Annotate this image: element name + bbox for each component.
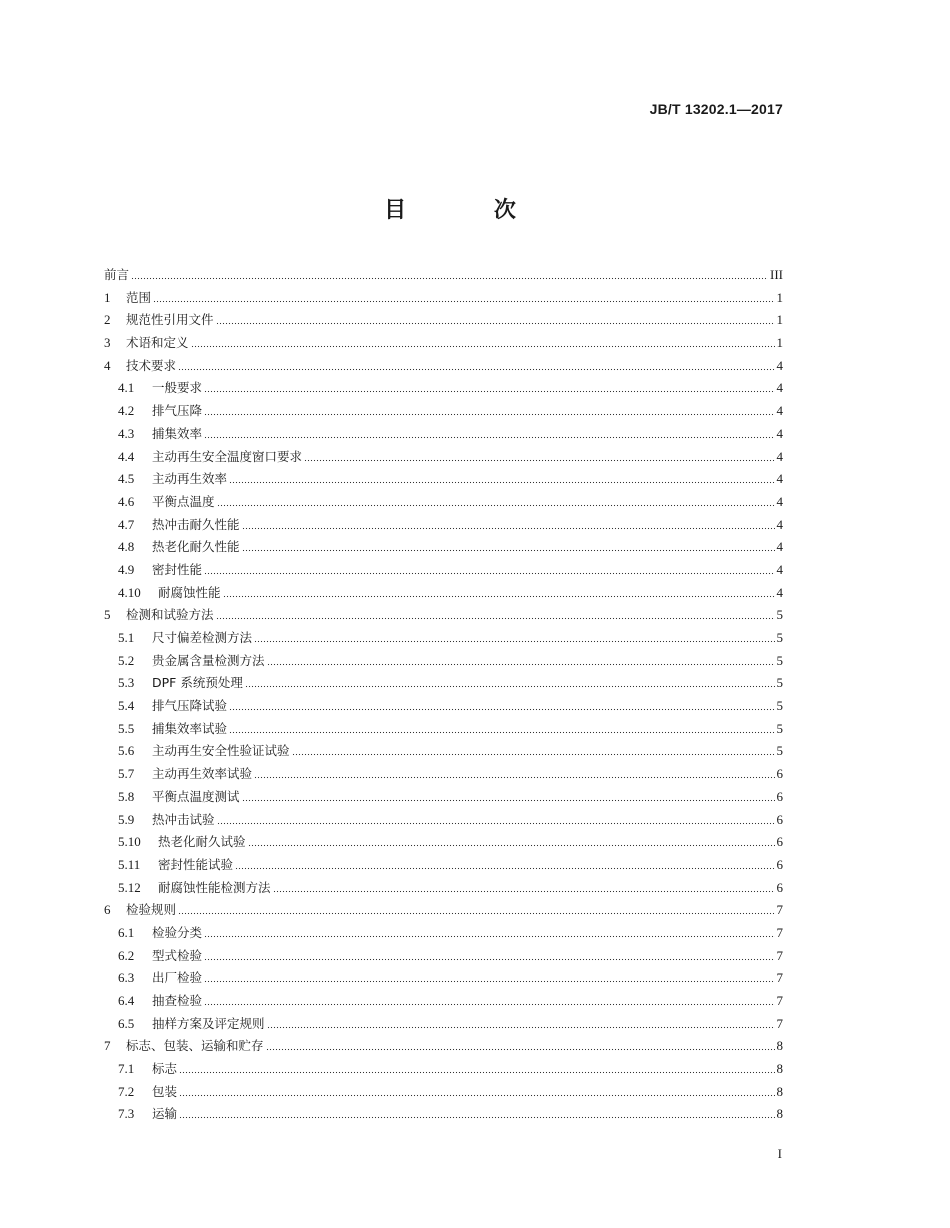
dot-leader — [245, 676, 775, 688]
dot-leader — [217, 813, 775, 825]
dot-leader — [266, 1039, 775, 1051]
toc-entry-label: 技术要求 — [126, 357, 177, 373]
toc-entry[interactable] — [104, 831, 783, 854]
toc-entry-label: 排气压降 — [152, 403, 203, 419]
toc-entry-number: 6.5 — [118, 1015, 135, 1031]
toc-entry[interactable] — [104, 695, 783, 718]
dot-leader — [254, 767, 774, 779]
toc-entry-number: 5.9 — [118, 811, 135, 827]
dot-leader — [248, 835, 775, 847]
toc-entry[interactable] — [104, 786, 783, 809]
toc-entry-page: 6 — [776, 766, 783, 782]
dot-leader — [267, 1017, 775, 1029]
toc-entry-label: 检测和试验方法 — [126, 607, 214, 623]
toc-entry-label: 前言 — [104, 267, 130, 282]
toc-entry[interactable] — [104, 990, 783, 1013]
toc-entry-page: 7 — [776, 1015, 783, 1031]
toc-entry[interactable] — [104, 604, 783, 627]
toc-entry-label: 术语和定义 — [126, 335, 189, 351]
toc-entry-page: 6 — [776, 811, 783, 827]
dot-leader — [217, 495, 775, 507]
toc-entry[interactable] — [104, 945, 783, 968]
toc-entry-label: 检验规则 — [126, 902, 177, 918]
toc-entry-number: 5.1 — [118, 630, 135, 645]
toc-entry[interactable] — [104, 400, 783, 423]
toc-entry-number: 4.8 — [118, 539, 135, 555]
toc-entry-label: 检验分类 — [152, 924, 203, 940]
toc-entry[interactable] — [104, 967, 783, 990]
toc-entry[interactable] — [104, 536, 783, 559]
toc-entry-page: 7 — [776, 993, 783, 1008]
toc-entry-number: 5.7 — [118, 766, 135, 782]
dot-leader — [229, 699, 774, 711]
toc-entry[interactable] — [104, 355, 783, 378]
dot-leader — [242, 540, 775, 552]
dot-leader — [191, 336, 775, 348]
toc-entry[interactable] — [104, 423, 783, 446]
toc-entry-number: 5 — [104, 607, 111, 623]
dot-leader — [273, 881, 775, 893]
dot-leader — [204, 926, 774, 938]
toc-entry-label: 标志 — [152, 1061, 178, 1077]
toc-entry-number: 4.1 — [118, 380, 135, 396]
table-of-contents — [104, 264, 783, 1126]
toc-entry[interactable] — [104, 1058, 783, 1081]
toc-entry-page: 5 — [776, 652, 783, 668]
toc-entry-page: III — [770, 267, 783, 282]
toc-entry-number: 7.1 — [118, 1061, 135, 1077]
toc-entry-number: 4.6 — [118, 493, 135, 509]
toc-entry-page: 8 — [776, 1061, 783, 1077]
toc-entry-label: 耐腐蚀性能检测方法 — [158, 879, 271, 895]
toc-entry-number: 7.2 — [118, 1083, 135, 1099]
toc-entry-number: 4.2 — [118, 403, 135, 419]
toc-entry-label: 型式检验 — [152, 947, 203, 963]
toc-entry-page: 4 — [776, 516, 783, 532]
toc-entry-label: 热冲击试验 — [152, 811, 215, 827]
dot-leader — [204, 563, 774, 575]
toc-entry-label: 热老化耐久性能 — [152, 539, 240, 555]
toc-entry-page: 1 — [776, 312, 783, 328]
dot-leader — [178, 359, 774, 371]
dot-leader — [242, 790, 775, 802]
toc-entry[interactable] — [104, 1013, 783, 1036]
toc-entry-page: 7 — [776, 970, 783, 986]
standard-code: JB/T 13202.1—2017 — [649, 101, 783, 117]
toc-entry-label: 抽查检验 — [152, 993, 203, 1008]
toc-entry[interactable] — [104, 514, 783, 537]
toc-entry-label: 捕集效率试验 — [152, 720, 228, 736]
toc-entry[interactable] — [104, 627, 783, 650]
toc-entry-label: 排气压降试验 — [152, 698, 228, 714]
toc-entry-number: 1 — [104, 289, 111, 305]
dot-leader — [204, 381, 774, 393]
toc-entry-label: 出厂检验 — [152, 970, 203, 986]
toc-entry[interactable] — [104, 287, 783, 310]
dot-leader — [229, 722, 774, 734]
toc-entry-number: 5.4 — [118, 698, 135, 714]
toc-entry-number: 5.11 — [118, 856, 141, 872]
toc-entry-page: 5 — [776, 630, 783, 645]
toc-entry-number: 5.8 — [118, 788, 135, 804]
dot-leader — [235, 858, 774, 870]
toc-entry-page: 6 — [776, 788, 783, 804]
toc-entry-label: 主动再生安全性验证试验 — [152, 743, 290, 759]
dot-leader — [292, 744, 775, 756]
toc-entry-page: 5 — [776, 720, 783, 736]
dot-leader — [229, 472, 774, 484]
toc-entry-page: 4 — [776, 493, 783, 509]
toc-entry[interactable] — [104, 740, 783, 763]
toc-entry-page: 8 — [776, 1038, 783, 1054]
toc-entry-label: 一般要求 — [152, 380, 203, 396]
toc-entry[interactable] — [104, 877, 783, 900]
page-title: 目 次 — [384, 198, 556, 223]
toc-entry-page: 1 — [776, 335, 783, 351]
toc-entry[interactable] — [104, 377, 783, 400]
toc-entry-page: 6 — [776, 879, 783, 895]
toc-entry-page: 4 — [776, 539, 783, 555]
toc-entry-page: 5 — [776, 698, 783, 714]
toc-entry-page: 5 — [776, 743, 783, 759]
toc-entry-number: 5.5 — [118, 720, 135, 736]
toc-entry-number: 5.12 — [118, 879, 141, 895]
dot-leader — [216, 313, 775, 325]
toc-entry-label: 捕集效率 — [152, 425, 203, 441]
toc-entry-page: 1 — [776, 289, 783, 305]
dot-leader — [179, 1085, 774, 1097]
toc-entry-label: 尺寸偏差检测方法 — [152, 630, 253, 645]
toc-entry[interactable] — [104, 468, 783, 491]
toc-entry-number: 4.5 — [118, 471, 135, 487]
toc-entry-page: 4 — [776, 357, 783, 373]
toc-entry-number: 2 — [104, 312, 111, 328]
toc-entry-label: 热老化耐久试验 — [158, 834, 246, 850]
dot-leader — [304, 450, 774, 462]
dot-leader — [178, 903, 774, 915]
toc-entry-label: 贵金属含量检测方法 — [152, 652, 265, 668]
toc-entry-page: 4 — [776, 471, 783, 487]
toc-entry-page: 8 — [776, 1106, 783, 1122]
toc-entry-page: 4 — [776, 448, 783, 464]
toc-entry-label: 密封性能 — [152, 561, 203, 577]
toc-entry-number: 6.1 — [118, 924, 135, 940]
toc-entry-label: 包装 — [152, 1083, 178, 1099]
dot-leader — [223, 586, 775, 598]
toc-entry-label: 主动再生安全温度窗口要求 — [152, 448, 303, 464]
toc-entry-page: 6 — [776, 834, 783, 850]
toc-entry-number: 6.4 — [118, 993, 135, 1008]
toc-entry-number: 6 — [104, 902, 111, 918]
toc-entry-number: 6.2 — [118, 947, 135, 963]
dot-leader — [131, 268, 768, 280]
dot-leader — [204, 427, 774, 439]
toc-entry[interactable] — [104, 763, 783, 786]
toc-entry[interactable] — [104, 809, 783, 832]
toc-entry-label: 耐腐蚀性能 — [158, 584, 221, 600]
dot-leader — [267, 654, 775, 666]
toc-entry[interactable] — [104, 582, 783, 605]
toc-entry[interactable] — [104, 922, 783, 945]
toc-entry-page: 4 — [776, 425, 783, 441]
dot-leader — [216, 608, 775, 620]
toc-entry-label: 抽样方案及评定规则 — [152, 1015, 265, 1031]
dot-leader — [242, 518, 775, 530]
toc-entry-page: 7 — [776, 924, 783, 940]
toc-entry[interactable] — [104, 1103, 783, 1126]
toc-entry-number: 5.6 — [118, 743, 135, 759]
dot-leader — [204, 971, 774, 983]
toc-entry[interactable] — [104, 309, 783, 332]
toc-entry[interactable] — [104, 1035, 783, 1058]
toc-entry-page: 6 — [776, 856, 783, 872]
toc-entry-number: 4.7 — [118, 516, 135, 532]
toc-entry[interactable] — [104, 559, 783, 582]
toc-entry[interactable] — [104, 672, 783, 695]
dot-leader — [179, 1107, 774, 1119]
toc-entry[interactable] — [104, 854, 783, 877]
toc-entry-page: 4 — [776, 584, 783, 600]
toc-entry-number: 4.9 — [118, 561, 135, 577]
toc-entry-page: 8 — [776, 1083, 783, 1099]
toc-entry-number: 6.3 — [118, 970, 135, 986]
toc-entry-page: 7 — [776, 902, 783, 918]
toc-entry-number: 7 — [104, 1038, 111, 1054]
toc-entry[interactable] — [104, 332, 783, 355]
dot-leader — [204, 994, 774, 1006]
toc-entry-label: DPF 系统预处理 — [152, 675, 243, 691]
dot-leader — [204, 404, 774, 416]
page-number: I — [777, 1146, 782, 1161]
toc-entry[interactable] — [104, 899, 783, 922]
toc-entry-page: 4 — [776, 403, 783, 419]
toc-entry[interactable] — [104, 446, 783, 469]
toc-entry-label: 热冲击耐久性能 — [152, 516, 240, 532]
toc-entry-label: 范围 — [126, 289, 152, 305]
dot-leader — [153, 291, 774, 303]
toc-entry-page: 5 — [776, 607, 783, 623]
toc-entry[interactable] — [104, 264, 783, 287]
toc-entry-label: 运输 — [152, 1106, 178, 1122]
toc-entry-number: 4 — [104, 357, 111, 373]
toc-entry[interactable] — [104, 491, 783, 514]
toc-entry-number: 5.10 — [118, 834, 141, 850]
dot-leader — [179, 1062, 774, 1074]
toc-entry-label: 主动再生效率 — [152, 471, 228, 487]
toc-entry-page: 4 — [776, 561, 783, 577]
toc-entry-label: 主动再生效率试验 — [152, 766, 253, 782]
toc-entry-number: 5.3 — [118, 675, 135, 691]
dot-leader — [254, 631, 774, 643]
toc-entry-number: 5.2 — [118, 652, 135, 668]
toc-entry-label: 标志、包装、运输和贮存 — [126, 1038, 264, 1054]
toc-entry[interactable] — [104, 718, 783, 741]
dot-leader — [204, 949, 774, 961]
toc-entry-page: 5 — [776, 675, 783, 691]
toc-entry-number: 7.3 — [118, 1106, 135, 1122]
toc-entry-page: 4 — [776, 380, 783, 396]
toc-entry-number: 3 — [104, 335, 111, 351]
toc-entry-number: 4.3 — [118, 425, 135, 441]
toc-entry-page: 7 — [776, 947, 783, 963]
toc-entry[interactable] — [104, 650, 783, 673]
toc-entry[interactable] — [104, 1081, 783, 1104]
toc-entry-number: 4.10 — [118, 584, 141, 600]
toc-entry-label: 规范性引用文件 — [126, 312, 214, 328]
toc-entry-label: 密封性能试验 — [158, 856, 234, 872]
toc-entry-label: 平衡点温度测试 — [152, 788, 240, 804]
toc-entry-number: 4.4 — [118, 448, 135, 464]
toc-entry-label: 平衡点温度 — [152, 493, 215, 509]
